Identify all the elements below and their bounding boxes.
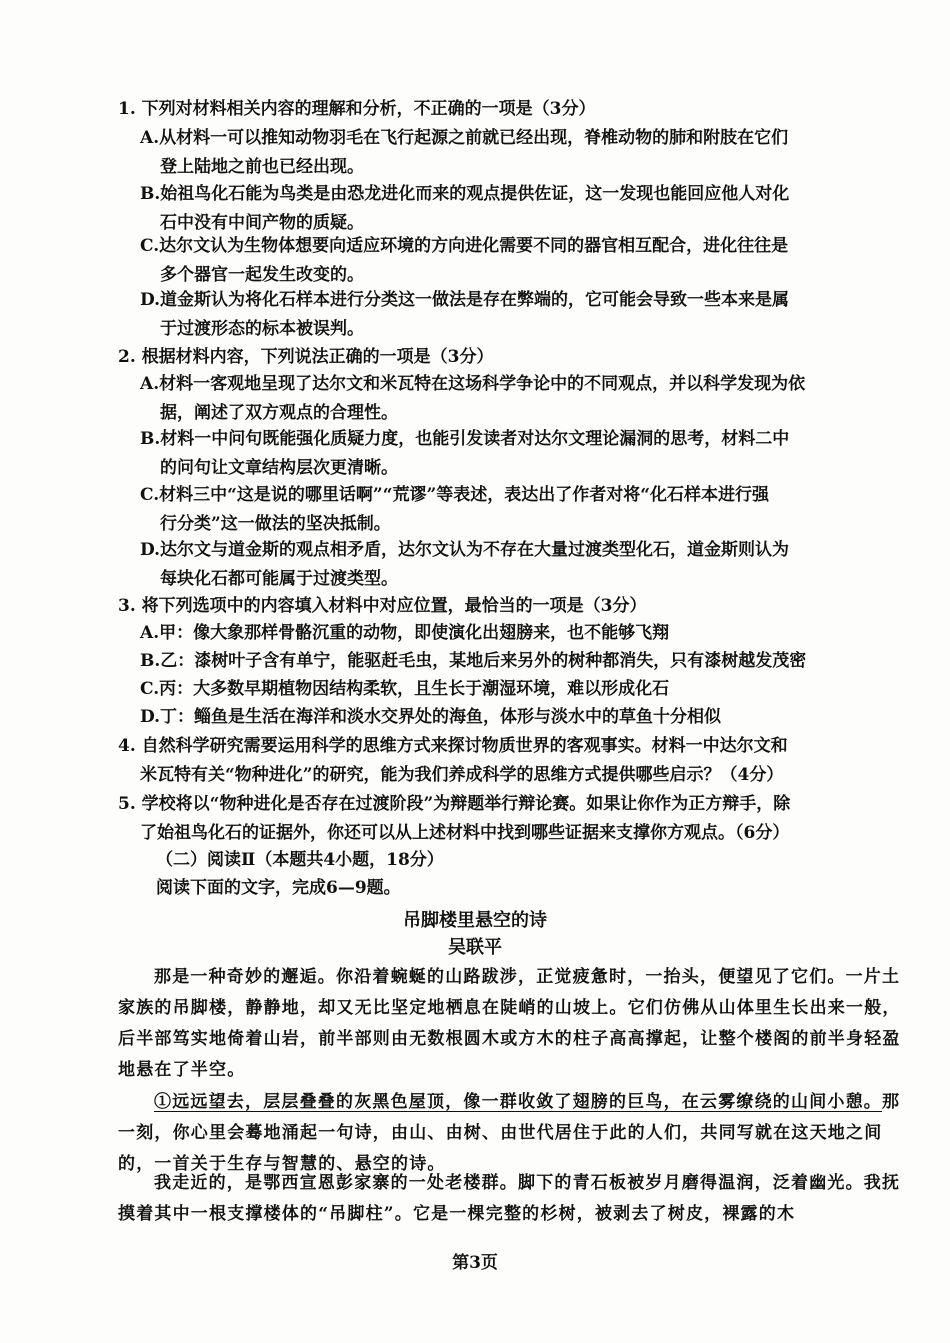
question-2-option-d <box>140 536 910 594</box>
page-number: 第3页 <box>452 1253 498 1273</box>
option-line: 石中没有中间产物的质疑。 <box>160 213 364 233</box>
question-line: 了始祖鸟化石的证据外，你还可以从上述材料中找到哪些证据来支撑你方观点。（6分） <box>140 823 790 843</box>
option-line: 每块化石都可能属于过渡类型。 <box>160 569 398 589</box>
question-5 <box>118 790 918 848</box>
question-1-option-b <box>140 180 910 238</box>
article-paragraph-3: 我走近的，是鄂西宣恩彭家寨的一处老楼群。脚下的青石板被岁月磨得温润，泛着幽光。我抚摸着其中一根支撑楼体的“吊脚柱”。它是一棵完整的杉树，被剥去了树皮，裸露的木 <box>118 1173 901 1224</box>
question-1-option-d <box>140 286 910 344</box>
option-line: A.从材料一可以推知动物羽毛在飞行起源之前就已经出现，脊椎动物的肺和附肢在它们 <box>140 128 789 148</box>
article-paragraph-1: 那是一种奇妙的邂逅。你沿着蜿蜒的山路跋涉，正觉疲惫时，一抬头，便望见了它们。一片土家族的吊脚楼，静静地，却又无比坚定地栖息在陡峭的山坡上。它们仿佛从山体里生长出来一般，后半部笃实地倚着山岩，前半部则由无数根圆木或方木的柱子高高撑起，让整个楼阁的前半身轻盈地悬在了半空。 <box>118 967 901 1080</box>
question-2-stem: 2. 根据材料内容，下列说法正确的一项是（3分） <box>118 347 494 367</box>
question-3-stem: 3. 将下列选项中的内容填入材料中对应位置，最恰当的一项是（3分） <box>118 596 647 616</box>
question-2-option-c <box>140 481 910 539</box>
option-line: 登上陆地之前也已经出现。 <box>160 157 364 177</box>
article-author: 吴联平 <box>448 937 502 958</box>
option-line: C.达尔文认为生物体想要向适应环境的方向进化需要不同的器官相互配合，进化往往是 <box>140 236 789 256</box>
question-3-option-c: C.丙：大多数早期植物因结构柔软，且生长于潮湿环境，难以形成化石 <box>140 679 670 699</box>
option-line: 据，阐述了双方观点的合理性。 <box>160 403 398 423</box>
paragraph-text: 那一刻，你心里会蓦地涌起一句诗，由山、由树、由世代居住于此的人们，共同写就在这天地之间的，一首关于生存与智慧的、悬空的诗。 <box>118 1092 901 1174</box>
underlined-sentence: ①远远望去，层层叠叠的灰黑色屋顶，像一群收敛了翅膀的巨鸟，在云雾缭绕的山间小憩。 <box>154 1092 882 1112</box>
question-1-option-c <box>140 232 910 290</box>
option-line: A.材料一客观地呈现了达尔文和米瓦特在这场科学争论中的不同观点，并以科学发现为依 <box>140 374 806 394</box>
article-title: 吊脚楼里悬空的诗 <box>403 910 547 931</box>
option-line: B.始祖鸟化石能为鸟类是由恐龙进化而来的观点提供佐证，这一发现也能回应他人对化 <box>140 184 790 204</box>
option-line: D.达尔文与道金斯的观点相矛盾，达尔文认为不存在大量过渡类型化石，道金斯则认为 <box>140 540 790 560</box>
option-line: C.材料三中“这是说的哪里话啊”“荒谬”等表述，表达出了作者对将“化石样本进行强 <box>140 485 770 505</box>
question-3-option-a: A.甲：像大象那样骨骼沉重的动物，即使演化出翅膀来，也不能够飞翔 <box>140 623 670 643</box>
question-1-stem: 1. 下列对材料相关内容的理解和分析，不正确的一项是（3分） <box>118 99 596 119</box>
question-1-option-a <box>140 124 910 182</box>
option-line: B.材料一中问句既能强化质疑力度，也能引发读者对达尔文理论漏洞的思考，材料二中 <box>140 429 790 449</box>
option-line: 的问句让文章结构层次更清晰。 <box>160 458 398 478</box>
option-line: 行分类”这一做法的坚决抵制。 <box>160 514 391 534</box>
question-line: 米瓦特有关“物种进化”的研究，能为我们养成科学的思维方式提供哪些启示？（4分） <box>140 765 784 785</box>
option-line: 多个器官一起发生改变的。 <box>160 265 364 285</box>
option-line: D.道金斯认为将化石样本进行分类这一做法是存在弊端的，它可能会导致一些本来是属 <box>140 290 790 310</box>
question-3-option-d: D.丁：鲻鱼是生活在海洋和淡水交界处的海鱼，体形与淡水中的草鱼十分相似 <box>140 707 722 727</box>
section-instruction: 阅读下面的文字，完成6—9题。 <box>156 878 401 898</box>
question-4 <box>118 732 918 790</box>
question-line: 4. 自然科学研究需要运用科学的思维方式来探讨物质世界的客观事实。材料一中达尔文和 <box>118 736 788 756</box>
option-line: 于过渡形态的标本被误判。 <box>160 319 364 339</box>
section-heading: （二）阅读Ⅱ（本题共4小题，18分） <box>156 850 444 870</box>
question-2-option-a <box>140 370 910 428</box>
question-2-option-b <box>140 425 910 483</box>
question-3-option-b: B.乙：漆树叶子含有单宁，能驱赶毛虫，某地后来另外的树种都消失，只有漆树越发茂密 <box>140 651 807 671</box>
article-paragraph-2 <box>118 1087 908 1180</box>
question-line: 5. 学校将以“物种进化是否存在过渡阶段”为辩题举行辩论赛。如果让你作为正方辩手，除 <box>118 794 791 814</box>
